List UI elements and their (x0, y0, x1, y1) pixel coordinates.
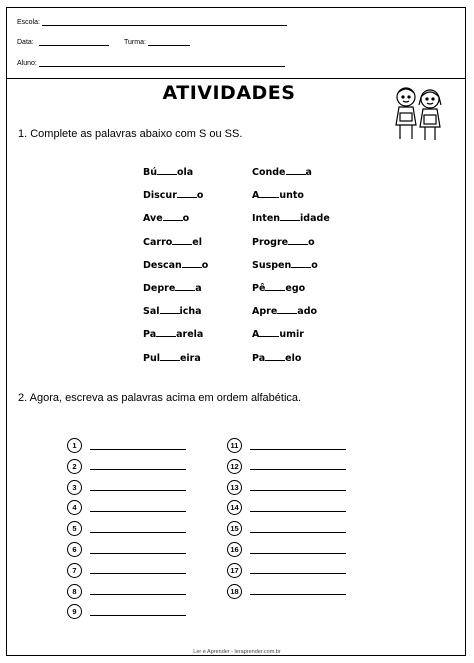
word-start: Pê (252, 283, 266, 294)
word-start: Bú (143, 167, 158, 178)
answer-blank[interactable] (250, 504, 346, 512)
word-item (143, 235, 202, 248)
word-blank[interactable] (280, 211, 300, 221)
student-line (39, 59, 285, 67)
word-blank[interactable] (177, 188, 197, 198)
word-end: o (308, 236, 315, 248)
word-end: o (182, 213, 190, 225)
word-item (252, 188, 304, 201)
word-start: Ave (143, 213, 163, 225)
word-item (143, 281, 202, 294)
answer-blank[interactable] (90, 608, 186, 616)
answer-line (67, 542, 186, 557)
number-circle: 8 (67, 584, 82, 599)
answer-blank[interactable] (250, 483, 346, 491)
number-circle: 7 (67, 563, 82, 578)
word-start: Suspen (252, 259, 292, 271)
school-line (42, 18, 287, 26)
answer-line (67, 500, 186, 515)
word-blank[interactable] (160, 351, 180, 361)
header-box (7, 8, 465, 79)
word-end: o (311, 259, 318, 271)
answer-blank[interactable] (250, 462, 346, 470)
word-item (252, 235, 315, 248)
answer-line (227, 542, 346, 557)
answer-blank[interactable] (250, 442, 346, 450)
number-circle: 9 (67, 604, 82, 619)
word-start: Discur (143, 190, 177, 202)
word-start: Sal (143, 306, 160, 318)
word-blank[interactable] (156, 327, 176, 337)
answer-line (67, 604, 186, 619)
answer-blank[interactable] (90, 483, 186, 491)
number-circle: 4 (67, 500, 82, 515)
word-start: Descan (143, 259, 182, 271)
word-end: unto (279, 190, 304, 202)
word-item (143, 327, 203, 340)
word-start: Carro (143, 236, 173, 248)
answer-line (227, 438, 346, 453)
word-item (252, 304, 317, 317)
word-item (143, 211, 189, 224)
word-blank[interactable] (265, 281, 285, 291)
word-blank[interactable] (160, 304, 180, 314)
word-item (143, 188, 203, 201)
answer-line (227, 521, 346, 536)
number-circle: 3 (67, 480, 82, 495)
word-item (252, 165, 312, 178)
answer-blank[interactable] (90, 442, 186, 450)
word-blank[interactable] (277, 304, 297, 314)
word-start: A (252, 190, 260, 202)
word-end: el (192, 236, 202, 248)
word-item (143, 351, 201, 364)
answer-blank[interactable] (250, 566, 346, 574)
word-end: o (196, 190, 204, 202)
word-item (252, 211, 330, 224)
student-label: Aluno: (17, 60, 37, 67)
number-circle: 6 (67, 542, 82, 557)
answer-line (67, 438, 186, 453)
class-label: Turma: (124, 39, 146, 46)
answer-blank[interactable] (90, 462, 186, 470)
number-circle: 14 (227, 500, 242, 515)
word-blank[interactable] (172, 235, 192, 245)
word-blank[interactable] (259, 327, 279, 337)
school-field (17, 18, 287, 26)
word-start: Inten (252, 213, 281, 225)
answer-blank[interactable] (90, 587, 186, 595)
class-line (148, 38, 190, 46)
answer-blank[interactable] (250, 525, 346, 533)
word-blank[interactable] (288, 235, 308, 245)
answer-blank[interactable] (90, 546, 186, 554)
word-start: Pul (143, 352, 160, 364)
word-end: ado (297, 306, 318, 318)
answer-line (227, 563, 346, 578)
answer-line (67, 521, 186, 536)
word-end: ego (285, 283, 306, 294)
word-blank[interactable] (286, 165, 306, 175)
answer-blank[interactable] (250, 587, 346, 595)
word-blank[interactable] (163, 211, 183, 221)
word-end: o (201, 259, 209, 271)
number-circle: 16 (227, 542, 242, 557)
page-title: ATIVIDADES (162, 82, 296, 104)
number-circle: 1 (67, 438, 82, 453)
word-item (143, 304, 202, 317)
answer-line (227, 459, 346, 474)
number-circle: 11 (227, 438, 242, 453)
student-field (17, 59, 285, 67)
answer-line (67, 563, 186, 578)
answer-line (67, 584, 186, 599)
number-circle: 15 (227, 521, 242, 536)
number-circle: 5 (67, 521, 82, 536)
word-item (252, 327, 304, 340)
answer-blank[interactable] (90, 525, 186, 533)
word-start: Pa (252, 352, 266, 364)
date-line (39, 38, 109, 46)
word-end: icha (179, 306, 202, 318)
number-circle: 18 (227, 584, 242, 599)
word-end: idade (300, 213, 330, 225)
number-circle: 13 (227, 480, 242, 495)
children-illustration (388, 83, 448, 145)
number-circle: 12 (227, 459, 242, 474)
word-end: ola (177, 167, 194, 178)
word-start: Apre (252, 306, 278, 318)
word-blank[interactable] (259, 188, 279, 198)
date-field (17, 38, 109, 46)
word-item (143, 258, 208, 271)
word-blank[interactable] (265, 351, 285, 361)
number-circle: 2 (67, 459, 82, 474)
word-start: Progre (252, 236, 289, 248)
answer-line (227, 480, 346, 495)
word-blank[interactable] (157, 165, 177, 175)
question-2: 2. Agora, escreva as palavras acima em ordem alfabética. (18, 392, 302, 404)
question-1: 1. Complete as palavras abaixo com S ou SS. (18, 128, 243, 140)
word-start: Depre (143, 283, 176, 294)
answer-blank[interactable] (90, 566, 186, 574)
date-label: Data: (17, 39, 34, 46)
word-blank[interactable] (175, 281, 195, 291)
word-item (143, 165, 193, 178)
word-end: eira (179, 352, 201, 364)
word-end: arela (176, 329, 204, 341)
word-start: Pa (143, 329, 157, 341)
word-end: a (195, 283, 202, 294)
word-start: A (252, 329, 260, 341)
word-item (252, 351, 301, 364)
number-circle: 17 (227, 563, 242, 578)
word-end: umir (279, 329, 304, 341)
word-end: a (305, 167, 312, 178)
footer-credit: Ler e Aprender - leraprender.com.br (193, 649, 281, 655)
answer-blank[interactable] (90, 504, 186, 512)
answer-line (67, 459, 186, 474)
class-field (124, 38, 190, 46)
word-item (252, 281, 305, 294)
word-blank[interactable] (182, 258, 202, 268)
word-start: Conde (252, 167, 286, 178)
word-blank[interactable] (291, 258, 311, 268)
word-item (252, 258, 318, 271)
school-label: Escola: (17, 19, 40, 26)
answer-line (227, 500, 346, 515)
answer-line (67, 480, 186, 495)
answer-blank[interactable] (250, 546, 346, 554)
answer-line (227, 584, 346, 599)
word-end: elo (285, 352, 302, 364)
